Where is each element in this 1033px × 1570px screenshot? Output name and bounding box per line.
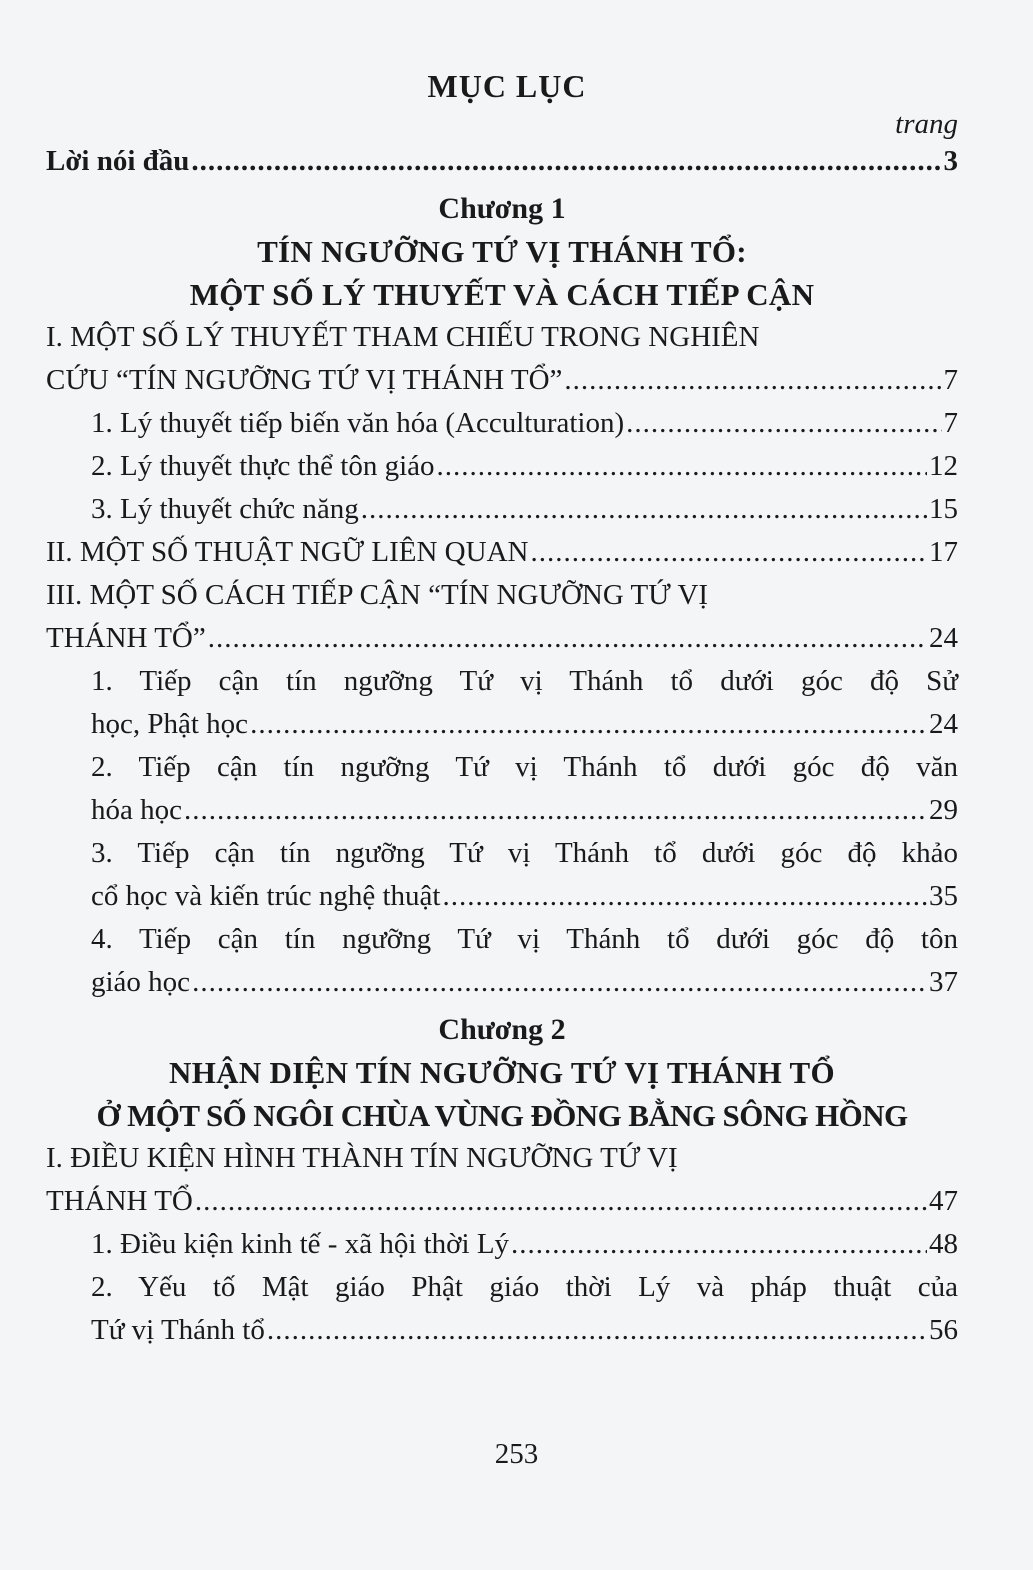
toc-entry-ch1-sec3-item2 — [46, 789, 958, 832]
entry-label: 3. Lý thuyết chức năng — [91, 493, 359, 525]
dot-leader — [267, 1309, 927, 1352]
toc-entry-ch1-sec3-item3 — [46, 875, 958, 918]
entry-page: 15 — [929, 493, 958, 525]
dot-leader — [511, 1223, 927, 1266]
entry-label: 1. Lý thuyết tiếp biến văn hóa (Acculturation) — [91, 407, 625, 439]
dot-leader — [437, 445, 927, 488]
toc-entry-ch1-sec3-item1-line1: 1. Tiếp cận tín ngưỡng Tứ vị Thánh tổ dưới góc độ Sử — [91, 665, 958, 697]
dot-leader — [530, 531, 927, 574]
entry-page: 12 — [929, 450, 958, 482]
chapter-1-title-line2: MỘT SỐ LÝ THUYẾT VÀ CÁCH TIẾP CẬN — [189, 277, 815, 312]
entry-label: Tứ vị Thánh tổ — [91, 1314, 265, 1346]
entry-page: 47 — [929, 1185, 958, 1217]
dot-leader — [195, 1180, 927, 1223]
chapter-2-title-line2: Ở MỘT SỐ NGÔI CHÙA VÙNG ĐỒNG BẰNG SÔNG HỒNG — [96, 1098, 908, 1133]
dot-leader — [208, 617, 927, 660]
toc-entry-ch1-sec2 — [46, 531, 958, 574]
toc-entry-ch2-sec1-line1: I. ĐIỀU KIỆN HÌNH THÀNH TÍN NGƯỠNG TỨ VỊ — [46, 1142, 678, 1174]
entry-page: 17 — [929, 536, 958, 568]
dot-leader — [184, 789, 927, 832]
page-number: 253 — [494, 1438, 539, 1470]
dot-leader — [192, 961, 927, 1004]
toc-entry-ch1-sec3-line1: III. MỘT SỐ CÁCH TIẾP CẬN “TÍN NGƯỠNG TỨ VỊ — [46, 579, 709, 611]
entry-label: 2. Lý thuyết thực thể tôn giáo — [91, 450, 435, 482]
entry-page: 3 — [943, 145, 958, 177]
dot-leader — [250, 703, 927, 746]
toc-entry-ch2-sec1-item2-line1: 2. Yếu tố Mật giáo Phật giáo thời Lý và pháp thuật của — [91, 1271, 958, 1303]
toc-entry-ch1-sec1 — [46, 359, 958, 402]
entry-page: 56 — [929, 1314, 958, 1346]
dot-leader — [191, 140, 941, 183]
entry-label: THÁNH TỔ” — [46, 622, 206, 654]
dot-leader — [626, 402, 941, 445]
toc-title: MỤC LỤC — [427, 68, 587, 104]
chapter-1-heading: Chương 1 — [438, 192, 566, 225]
entry-page: 35 — [929, 880, 958, 912]
toc-entry-ch2-sec1-item1 — [46, 1223, 958, 1266]
toc-entry-ch2-sec1 — [46, 1180, 958, 1223]
entry-label: hóa học — [91, 794, 182, 826]
entry-label: CỨU “TÍN NGƯỠNG TỨ VỊ THÁNH TỔ” — [46, 364, 563, 396]
toc-entry-ch1-sec3-item2-line1: 2. Tiếp cận tín ngưỡng Tứ vị Thánh tổ dưới góc độ văn — [91, 751, 958, 783]
entry-page: 24 — [929, 708, 958, 740]
entry-label: II. MỘT SỐ THUẬT NGỮ LIÊN QUAN — [46, 536, 529, 568]
entry-label: 1. Điều kiện kinh tế - xã hội thời Lý — [91, 1228, 510, 1260]
toc-entry-ch1-sec3 — [46, 617, 958, 660]
entry-label: Lời nói đầu — [46, 145, 190, 177]
dot-leader — [361, 488, 927, 531]
toc-entry-ch1-sec1-item1 — [46, 402, 958, 445]
dot-leader — [564, 359, 941, 402]
toc-entry-ch1-sec1-item3 — [46, 488, 958, 531]
toc-entry-ch1-sec3-item1 — [46, 703, 958, 746]
chapter-2-title-line1: NHẬN DIỆN TÍN NGƯỠNG TỨ VỊ THÁNH TỔ — [169, 1055, 835, 1090]
toc-entry-ch1-sec1-line1: I. MỘT SỐ LÝ THUYẾT THAM CHIẾU TRONG NGHIÊN — [46, 321, 760, 353]
toc-entry-ch2-sec1-item2 — [46, 1309, 958, 1352]
entry-page: 29 — [929, 794, 958, 826]
entry-label: THÁNH TỔ — [46, 1185, 193, 1217]
entry-label: cổ học và kiến trúc nghệ thuật — [91, 880, 441, 912]
entry-page: 37 — [929, 966, 958, 998]
entry-page: 7 — [943, 407, 958, 439]
entry-page: 7 — [943, 364, 958, 396]
entry-page: 24 — [929, 622, 958, 654]
toc-entry-ch1-sec3-item4 — [46, 961, 958, 1004]
toc-page — [46, 60, 958, 1352]
toc-entry-ch1-sec1-item2 — [46, 445, 958, 488]
toc-entry-ch1-sec3-item4-line1: 4. Tiếp cận tín ngưỡng Tứ vị Thánh tổ dưới góc độ tôn — [91, 923, 958, 955]
chapter-1-title-line1: TÍN NGƯỠNG TỨ VỊ THÁNH TỔ: — [257, 234, 747, 269]
page-column-label: trang — [895, 108, 958, 140]
toc-entry-ch1-sec3-item3-line1: 3. Tiếp cận tín ngưỡng Tứ vị Thánh tổ dưới góc độ khảo — [91, 837, 958, 869]
entry-label: giáo học — [91, 966, 191, 998]
entry-label: học, Phật học — [91, 708, 249, 740]
entry-page: 48 — [929, 1228, 958, 1260]
toc-entry-preface — [46, 140, 958, 183]
chapter-2-heading: Chương 2 — [438, 1013, 566, 1046]
dot-leader — [443, 875, 928, 918]
